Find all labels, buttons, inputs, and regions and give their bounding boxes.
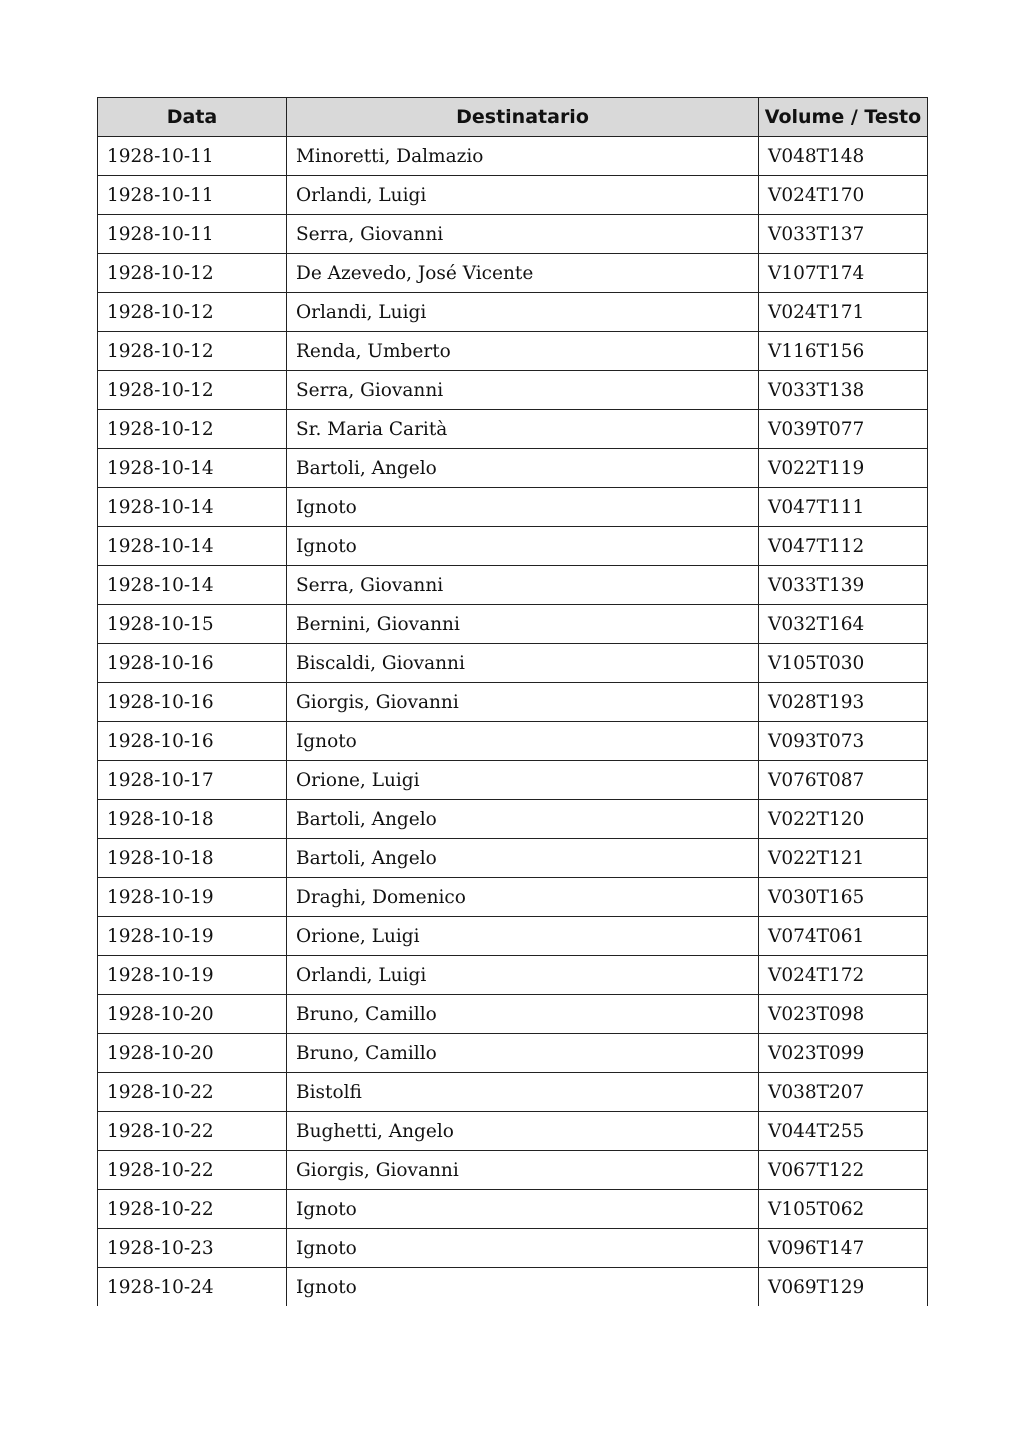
cell-volume: V032T164 <box>759 605 928 644</box>
cell-date: 1928-10-23 <box>98 1229 287 1268</box>
cell-recipient: Biscaldi, Giovanni <box>287 644 759 683</box>
cell-volume: V024T171 <box>759 293 928 332</box>
cell-recipient: Serra, Giovanni <box>287 371 759 410</box>
cell-date: 1928-10-12 <box>98 254 287 293</box>
table-row <box>98 215 928 254</box>
cell-date: 1928-10-14 <box>98 566 287 605</box>
table-row <box>98 995 928 1034</box>
table-row <box>98 566 928 605</box>
cell-volume: V023T098 <box>759 995 928 1034</box>
table-row <box>98 254 928 293</box>
cell-date: 1928-10-24 <box>98 1268 287 1307</box>
cell-date: 1928-10-16 <box>98 722 287 761</box>
header-row <box>98 98 928 137</box>
cell-date: 1928-10-12 <box>98 293 287 332</box>
cell-volume: V105T062 <box>759 1190 928 1229</box>
cell-recipient: Renda, Umberto <box>287 332 759 371</box>
table-row <box>98 644 928 683</box>
table-row <box>98 761 928 800</box>
cell-volume: V048T148 <box>759 137 928 176</box>
cell-date: 1928-10-22 <box>98 1112 287 1151</box>
cell-volume: V024T172 <box>759 956 928 995</box>
header-recipient: Destinatario <box>287 98 759 137</box>
cell-recipient: Bughetti, Angelo <box>287 1112 759 1151</box>
cell-date: 1928-10-11 <box>98 176 287 215</box>
cell-recipient: Giorgis, Giovanni <box>287 1151 759 1190</box>
table-row <box>98 410 928 449</box>
cell-date: 1928-10-22 <box>98 1073 287 1112</box>
cell-date: 1928-10-12 <box>98 371 287 410</box>
cell-recipient: Bartoli, Angelo <box>287 839 759 878</box>
cell-date: 1928-10-14 <box>98 527 287 566</box>
cell-volume: V096T147 <box>759 1229 928 1268</box>
table-row <box>98 1034 928 1073</box>
cell-recipient: Ignoto <box>287 527 759 566</box>
cell-date: 1928-10-14 <box>98 488 287 527</box>
table-row <box>98 1268 928 1307</box>
cell-recipient: Ignoto <box>287 488 759 527</box>
cell-date: 1928-10-12 <box>98 332 287 371</box>
cell-recipient: Bruno, Camillo <box>287 1034 759 1073</box>
cell-recipient: Bartoli, Angelo <box>287 800 759 839</box>
cell-volume: V076T087 <box>759 761 928 800</box>
cell-date: 1928-10-16 <box>98 644 287 683</box>
cell-volume: V033T138 <box>759 371 928 410</box>
cell-date: 1928-10-19 <box>98 878 287 917</box>
cell-recipient: Bartoli, Angelo <box>287 449 759 488</box>
cell-recipient: Ignoto <box>287 722 759 761</box>
cell-date: 1928-10-18 <box>98 800 287 839</box>
cell-date: 1928-10-19 <box>98 917 287 956</box>
cell-recipient: Bistolfi <box>287 1073 759 1112</box>
cell-recipient: Giorgis, Giovanni <box>287 683 759 722</box>
cell-volume: V022T119 <box>759 449 928 488</box>
table-row <box>98 1112 928 1151</box>
cell-volume: V067T122 <box>759 1151 928 1190</box>
cell-date: 1928-10-22 <box>98 1151 287 1190</box>
cell-recipient: Orione, Luigi <box>287 761 759 800</box>
cell-volume: V047T111 <box>759 488 928 527</box>
cell-recipient: Orlandi, Luigi <box>287 293 759 332</box>
cell-volume: V107T174 <box>759 254 928 293</box>
cell-volume: V033T139 <box>759 566 928 605</box>
table-row <box>98 1073 928 1112</box>
cell-recipient: De Azevedo, José Vicente <box>287 254 759 293</box>
cell-date: 1928-10-20 <box>98 995 287 1034</box>
cell-volume: V030T165 <box>759 878 928 917</box>
cell-recipient: Draghi, Domenico <box>287 878 759 917</box>
table-row <box>98 839 928 878</box>
cell-volume: V033T137 <box>759 215 928 254</box>
table-row <box>98 1151 928 1190</box>
cell-date: 1928-10-14 <box>98 449 287 488</box>
table-row <box>98 527 928 566</box>
cell-volume: V022T120 <box>759 800 928 839</box>
table-row <box>98 449 928 488</box>
table-row <box>98 332 928 371</box>
table-row <box>98 800 928 839</box>
cell-recipient: Minoretti, Dalmazio <box>287 137 759 176</box>
cell-volume: V028T193 <box>759 683 928 722</box>
table-row <box>98 488 928 527</box>
cell-date: 1928-10-16 <box>98 683 287 722</box>
cell-recipient: Sr. Maria Carità <box>287 410 759 449</box>
cell-date: 1928-10-19 <box>98 956 287 995</box>
cell-volume: V022T121 <box>759 839 928 878</box>
cell-recipient: Bruno, Camillo <box>287 995 759 1034</box>
table-row <box>98 917 928 956</box>
cell-recipient: Ignoto <box>287 1229 759 1268</box>
cell-volume: V038T207 <box>759 1073 928 1112</box>
table-row <box>98 722 928 761</box>
cell-date: 1928-10-22 <box>98 1190 287 1229</box>
table-row <box>98 1190 928 1229</box>
table-header <box>98 98 928 137</box>
cell-date: 1928-10-11 <box>98 137 287 176</box>
cell-date: 1928-10-11 <box>98 215 287 254</box>
cell-volume: V116T156 <box>759 332 928 371</box>
cell-date: 1928-10-18 <box>98 839 287 878</box>
cell-recipient: Bernini, Giovanni <box>287 605 759 644</box>
cell-recipient: Ignoto <box>287 1190 759 1229</box>
cell-volume: V047T112 <box>759 527 928 566</box>
cell-recipient: Serra, Giovanni <box>287 566 759 605</box>
cell-volume: V105T030 <box>759 644 928 683</box>
table-row <box>98 683 928 722</box>
cell-volume: V023T099 <box>759 1034 928 1073</box>
cell-recipient: Orlandi, Luigi <box>287 176 759 215</box>
cell-volume: V069T129 <box>759 1268 928 1307</box>
table-row <box>98 176 928 215</box>
table-row <box>98 956 928 995</box>
cell-date: 1928-10-17 <box>98 761 287 800</box>
table-row <box>98 878 928 917</box>
cell-recipient: Ignoto <box>287 1268 759 1307</box>
table-row <box>98 137 928 176</box>
table-row <box>98 1229 928 1268</box>
header-volume: Volume / Testo <box>759 98 928 137</box>
table-row <box>98 293 928 332</box>
cell-date: 1928-10-12 <box>98 410 287 449</box>
cell-date: 1928-10-15 <box>98 605 287 644</box>
cell-volume: V039T077 <box>759 410 928 449</box>
cell-recipient: Orlandi, Luigi <box>287 956 759 995</box>
header-date: Data <box>98 98 287 137</box>
cell-date: 1928-10-20 <box>98 1034 287 1073</box>
cell-volume: V074T061 <box>759 917 928 956</box>
table-body <box>98 137 928 1307</box>
cell-volume: V044T255 <box>759 1112 928 1151</box>
cell-recipient: Orione, Luigi <box>287 917 759 956</box>
cell-recipient: Serra, Giovanni <box>287 215 759 254</box>
document-page <box>97 97 927 1306</box>
letters-table <box>97 97 928 1306</box>
table-row <box>98 371 928 410</box>
cell-volume: V093T073 <box>759 722 928 761</box>
table-row <box>98 605 928 644</box>
cell-volume: V024T170 <box>759 176 928 215</box>
